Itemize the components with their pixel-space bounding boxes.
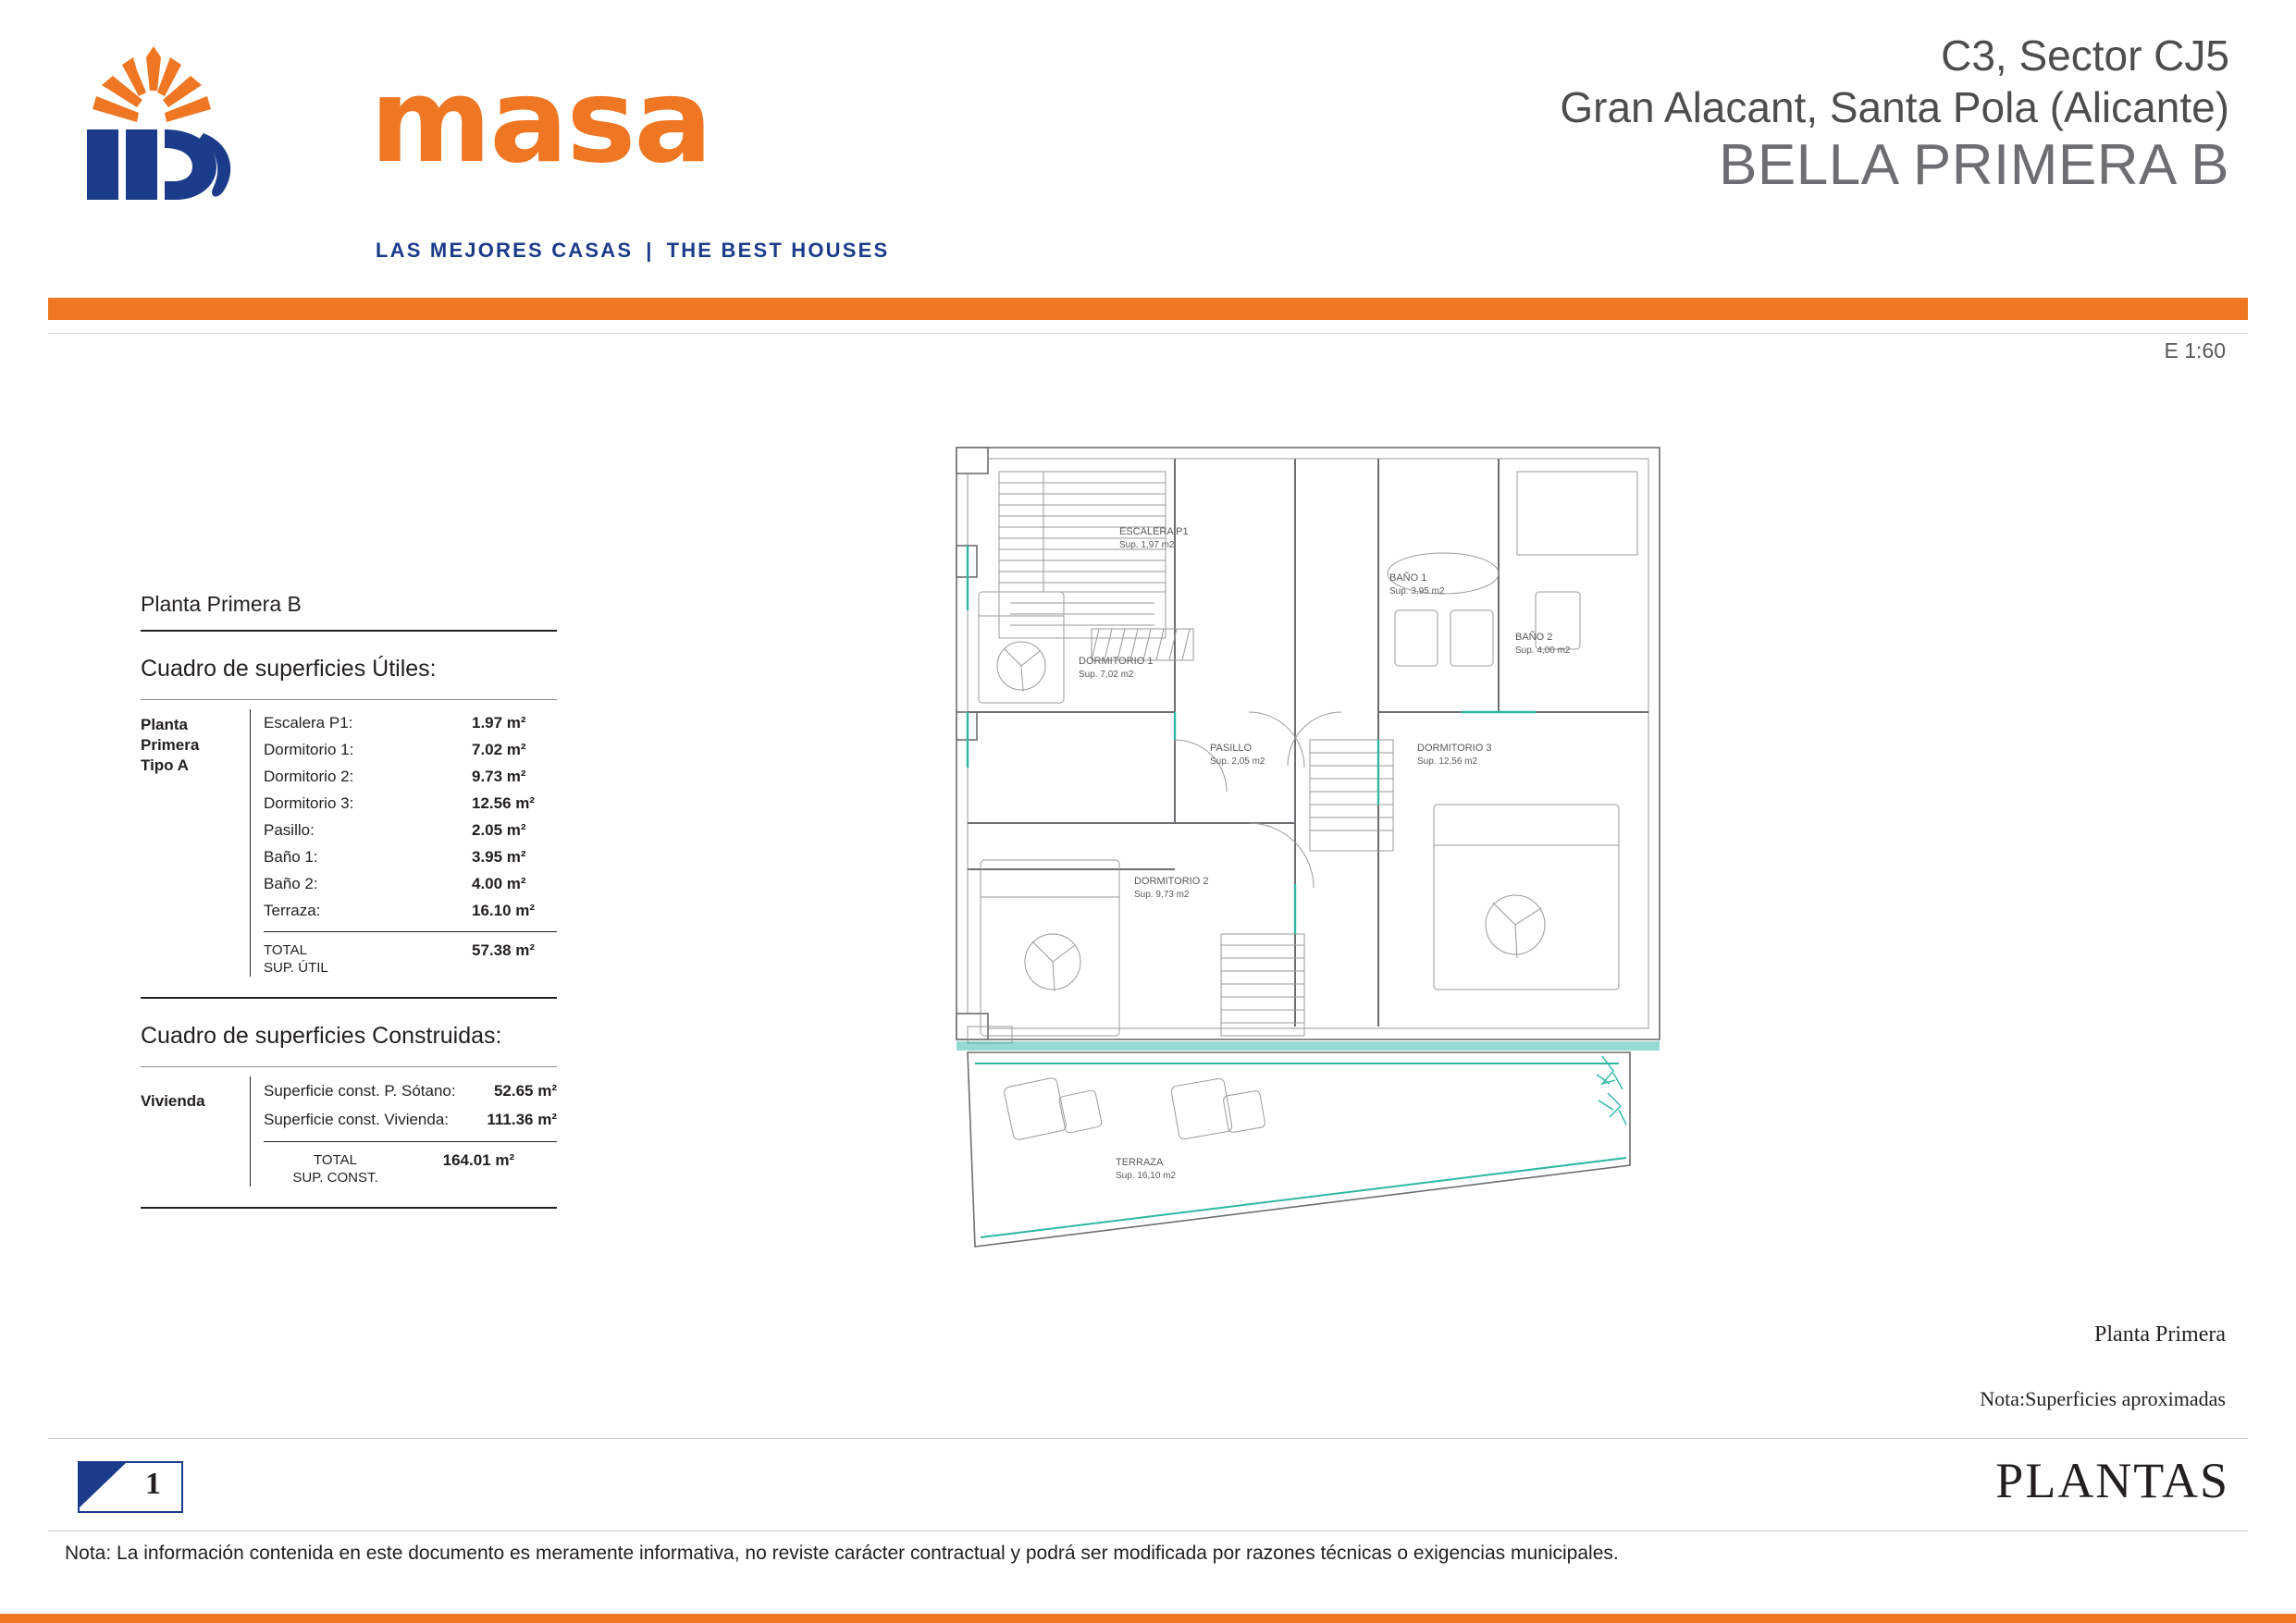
row-name: Terraza:: [264, 902, 321, 919]
table-row: [264, 709, 557, 736]
table-row: [264, 817, 557, 843]
table-row: [264, 897, 557, 924]
table-row: [264, 790, 557, 817]
row-name: Baño 2:: [264, 875, 318, 892]
table-row: [264, 1105, 557, 1134]
header-divider: [48, 333, 2248, 334]
logo-tagline-left: LAS MEJORES CASAS: [376, 239, 634, 262]
room-label: TERRAZA: [1116, 1157, 1164, 1168]
footer-divider-top: [48, 1438, 2248, 1439]
panel-floor-title: Planta Primera B: [141, 592, 302, 616]
row-value: 111.36 m²: [487, 1111, 557, 1128]
built-areas-heading: Cuadro de superficies Construidas:: [141, 1023, 502, 1049]
table-row: [264, 1076, 557, 1105]
row-name: Escalera P1:: [264, 714, 353, 732]
room-area: Sup. 4,00 m2: [1515, 646, 1571, 656]
useful-total-label: [264, 941, 328, 977]
room-area: Sup. 7,02 m2: [1079, 670, 1134, 680]
row-value: 1.97 m²: [472, 714, 526, 732]
row-value: 7.02 m²: [472, 741, 526, 758]
useful-group-label: [141, 709, 250, 977]
panel-divider-5: [141, 1207, 557, 1209]
useful-total-label-line2: SUP. ÚTIL: [264, 960, 328, 976]
surfaces-panel: [141, 592, 557, 1209]
built-total-label: [292, 1151, 377, 1187]
panel-divider-4: [141, 1066, 557, 1067]
table-row: [264, 843, 557, 870]
row-value: 16.10 m²: [472, 902, 536, 919]
plan-caption: Planta Primera: [2094, 1322, 2226, 1346]
row-value: 4.00 m²: [472, 875, 526, 892]
useful-areas-table: [141, 709, 557, 977]
header-project-name: BELLA PRIMERA B: [1719, 133, 2229, 197]
built-total-value: 164.01 m²: [442, 1151, 515, 1169]
header-sector: C3, Sector CJ5: [1941, 31, 2229, 80]
legal-disclaimer: Nota: La información contenida en este documento es meramente informativa, no reviste carácter contractual y podrá ser modificada por razones técnicas o exigencias municipales.: [65, 1543, 1619, 1564]
row-value: 2.05 m²: [472, 821, 526, 839]
page-number: 1: [145, 1467, 161, 1501]
row-name: Pasillo:: [264, 821, 315, 839]
accent-bar: [48, 298, 2248, 320]
room-label: ESCALERA P1: [1119, 526, 1189, 537]
brand-logo: [65, 37, 890, 262]
built-group-label: Vivienda: [141, 1092, 205, 1110]
panel-divider-1: [141, 630, 557, 632]
row-name: Dormitorio 1:: [264, 741, 354, 758]
row-name: Dormitorio 2:: [264, 768, 354, 785]
table-row: [264, 736, 557, 763]
row-value: 3.95 m²: [472, 848, 526, 866]
row-value: 12.56 m²: [472, 794, 536, 812]
row-name: Superficie const. P. Sótano:: [264, 1082, 456, 1100]
row-value: 52.65 m²: [493, 1082, 557, 1100]
useful-total-row: [264, 938, 557, 977]
room-area: Sup. 3,95 m2: [1389, 586, 1445, 596]
room-label: BAÑO 2: [1515, 632, 1553, 643]
useful-total-value: 57.38 m²: [472, 941, 536, 959]
built-areas-table: [141, 1076, 557, 1187]
row-value: 9.73 m²: [472, 768, 526, 785]
room-label: DORMITORIO 1: [1079, 656, 1154, 667]
room-label: PASILLO: [1210, 743, 1253, 754]
logo-tagline: [376, 239, 889, 263]
approx-note: Nota:Superficies aproximadas: [1980, 1387, 2226, 1410]
row-name: Baño 1:: [264, 848, 318, 866]
table-row: [264, 870, 557, 897]
footer-accent-strip: [0, 1614, 2296, 1623]
room-area: Sup. 16,10 m2: [1116, 1171, 1177, 1181]
page-badge-triangle-icon: [80, 1463, 126, 1507]
panel-divider-2: [141, 699, 557, 700]
useful-group-label-line1: Planta Primera: [141, 716, 200, 754]
built-total-divider: [264, 1141, 557, 1142]
useful-group-label-line2: Tipo A: [141, 756, 189, 774]
room-area: Sup. 1,97 m2: [1119, 540, 1175, 550]
floor-plan-drawing: [944, 435, 1702, 1304]
useful-areas-heading: Cuadro de superficies Útiles:: [141, 656, 437, 682]
panel-divider-3: [141, 997, 557, 999]
room-area: Sup. 2,05 m2: [1210, 756, 1265, 767]
room-label: DORMITORIO 3: [1417, 743, 1492, 754]
logo-tagline-separator: |: [646, 239, 654, 262]
room-area: Sup. 9,73 m2: [1134, 890, 1190, 900]
logo-tagline-right: THE BEST HOUSES: [666, 239, 890, 262]
header-location: Gran Alacant, Santa Pola (Alicante): [1560, 83, 2229, 131]
built-total-row: [264, 1148, 557, 1187]
room-area: Sup. 12,56 m2: [1417, 756, 1478, 767]
page-number-badge: [78, 1461, 183, 1513]
header-titles: [1560, 30, 2229, 198]
built-total-label-line1: TOTAL: [314, 1152, 357, 1168]
row-name: Superficie const. Vivienda:: [264, 1111, 450, 1128]
room-label: DORMITORIO 2: [1134, 876, 1209, 887]
useful-total-label-line1: TOTAL: [264, 942, 307, 958]
masa-logo-icon: [65, 44, 259, 206]
logo-wordmark: masa: [370, 53, 711, 189]
room-label: BAÑO 1: [1389, 572, 1427, 584]
row-name: Dormitorio 3:: [264, 794, 354, 812]
built-total-label-line2: SUP. CONST.: [292, 1170, 378, 1186]
scale-label: E 1:60: [2164, 338, 2226, 363]
useful-total-divider: [264, 931, 557, 932]
table-row: [264, 763, 557, 790]
section-title: PLANTAS: [1995, 1453, 2229, 1508]
